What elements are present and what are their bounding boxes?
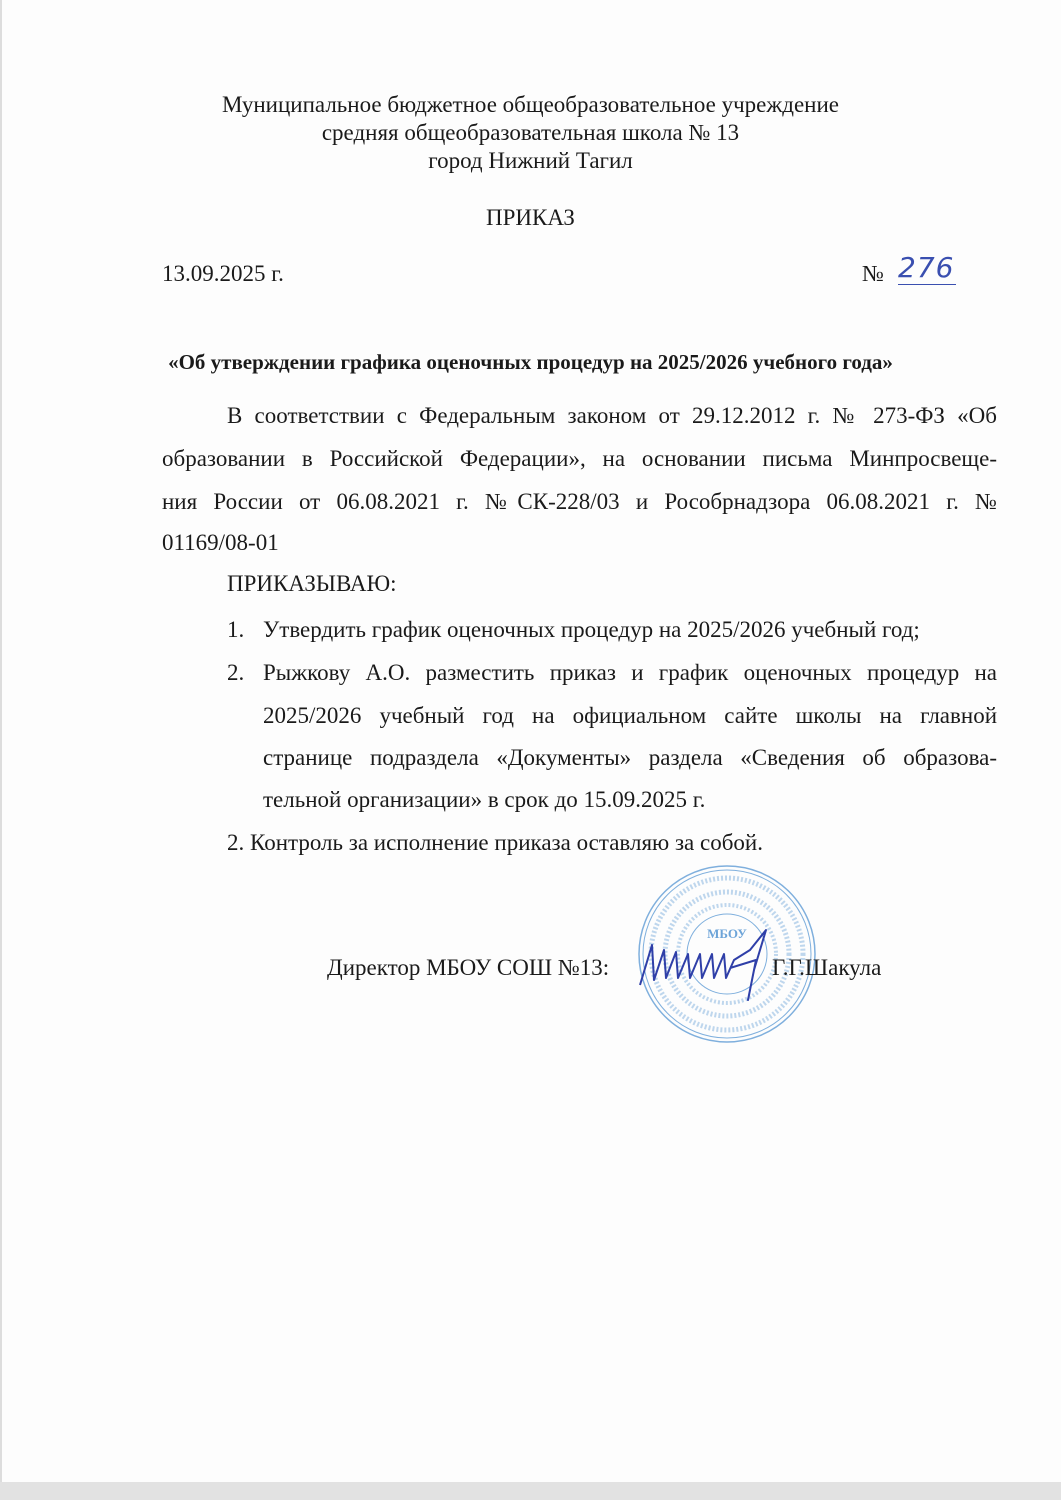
stamp-center-text: МБОУ — [707, 926, 747, 941]
item-marker: 1. — [227, 617, 245, 642]
preamble-line: В соответствии с Федеральным законом от 29.12.2012 г. № 273-ФЗ «Об — [227, 403, 997, 428]
scan-bottom-edge — [0, 1482, 1061, 1500]
item-text: Контроль за исполнение приказа оставляю за собой. — [250, 830, 763, 855]
preamble-line: ния России от 06.08.2021 г. №СК-228/03 и Рособрнадзора 06.08.2021 г. № — [162, 489, 997, 514]
item-marker: 2. — [227, 830, 245, 855]
item-text: Рыжкову А.О. разместить приказ и график оценочных процедур на — [263, 660, 997, 685]
item-text: тельной организации» в срок до 15.09.2025 г. — [263, 787, 706, 812]
item-text: странице подраздела «Документы» раздела «Сведения об образова- — [263, 745, 997, 770]
order-number-handwritten: 276 — [898, 251, 955, 284]
signatory-name: Г.Г.Шакула — [772, 955, 882, 980]
order-date: 13.09.2025 г. — [162, 261, 284, 286]
document-type: ПРИКАЗ — [486, 205, 575, 230]
preamble-line: образовании в Российской Федерации», на основании письма Минпросвеще- — [162, 446, 997, 471]
order-number-label: № — [862, 261, 884, 286]
org-name-line-2: средняя общеобразовательная школа № 13 — [321, 120, 740, 145]
org-city: город Нижний Тагил — [428, 148, 633, 173]
order-title: «Об утверждении графика оценочных процедур на 2025/2026 учебного года» — [168, 350, 893, 374]
handwritten-signature — [630, 920, 770, 1010]
item-text: 2025/2026 учебный год на официальном сайте школы на главной — [263, 703, 997, 728]
item-text: Утвердить график оценочных процедур на 2025/2026 учебный год; — [263, 617, 920, 642]
org-name-line-1: Муниципальное бюджетное общеобразовательное учреждение — [222, 92, 839, 117]
item-marker: 2. — [227, 660, 245, 685]
signatory-position: Директор МБОУ СОШ №13: — [327, 955, 610, 980]
order-word: ПРИКАЗЫВАЮ: — [227, 571, 397, 596]
preamble-line: 01169/08-01 — [162, 530, 279, 555]
